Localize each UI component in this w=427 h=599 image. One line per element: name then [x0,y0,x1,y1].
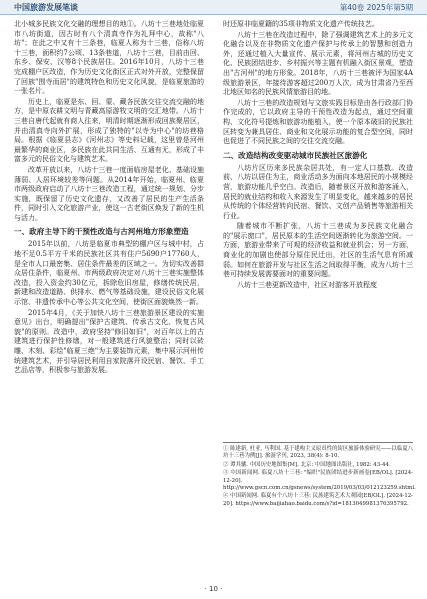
paragraph: 八坊十三巷更新改造中，社区对游客开放程度 [237,280,377,289]
paragraph: 随着城市不断扩张，八坊十三巷成为多民族文化融合的"展示窗口"，居民原本的生活空间逐渐转化为旅游空间。一方面，旅游业带来了可观的经济收益和就业机会；另一方面，商业化的加剧也使部分原住民迁出，社区的生活气息有所减弱。如何在旅游开发与社区生活之间取得平衡，成为八坊十三巷可持续发展需要面对的重要问题。 [223,222,413,279]
journal-name: 中国旅游发展笔谈 [14,3,78,12]
paragraph: 改革开放以来，八坊十三巷一度面临房屋老化、基础设施薄弱、人居环境较差等问题。从2014年开始，临夏州、临夏市两级政府启动了八坊十三巷改造工程，通过统一规划、分步实施，既保留了历史文化遗存，又改善了居民的生产生活条件，同时引入文化旅游产业，使这一古老街区焕发了新的生机与活力。 [14,165,204,222]
paragraph: 八坊十三巷在改造过程中，除了强调建筑艺术上的多元文化融合以及在非物质文化遗产保护与传承上的智慧和创造力外，还通过植入大量宣传、展示元素，将河州古城的历史文化、民族团结进步、乡村振兴等主题有机融入街区景观，塑造出"古河州"的地方形象。2018年，八坊十三巷被评为国家4A级旅游景区，年接待游客超过200万人次，成为甘肃省乃至西北地区知名的民族风情旅游目的地。 [223,30,413,97]
paragraph: 2015年4月，《关于加快八坊十三巷旅游景区建设的实施意见》出台，明确提出"保护古建筑、传承古文化、恢复古风貌"的原则。改造中，政府坚持"修旧如旧"，对百年以上的古建筑进行保护性修缮，对一般建筑进行风貌整治；同时以砖雕、木刻、彩绘"临夏三绝"为主要装饰元素，集中展示河州传统建筑艺术，并引导居民利用自家院落开设民宿、餐饮、手工艺品店等，积极参与旅游发展。 [14,308,204,375]
paragraph: 北小城多民族文化交融的理想目的地①。八坊十三巷地处临夏市八坊街道，因古时有八个清真寺作为礼拜中心，故称"八坊"；在此之中又有十三条巷，临夏人称为十三巷，俗称八坊十三巷，面积约7公顷、13条巷道，八坊十三巷，目前由回、东乡、保安、汉等8个民族居住。2016年10月，八坊十三巷完成棚户区改造，作为历史文化街区正式对外开放，完整保留了回族"围寺而居"的建筑特色和历史文化风貌，是临夏旅游的一张名片。 [14,20,204,96]
footnote: ④ 中国新闻网. 临夏有个八坊十三巷: 民族建筑艺术大观园[EB/OL]. [2024-12-20]. https://www.baijiahao.baidu.com/s?id=1813049981376395792. [223,493,413,507]
footnote: ① 陈建新, 杜亚, 马利国. 基于建构主义原真性的街区旅游体验研究——以临夏八坊十三巷为例[J]. 旅游学刊, 2023, 38(4): 8-10. [223,446,413,460]
page-number: · 10 · [204,585,223,593]
section-heading: 二、改造结构改变驱动城市民族社区旅游化 [223,150,368,160]
footnotes [223,442,416,509]
right-column [223,20,413,291]
page-header [0,0,427,15]
paragraph: 八坊片区历来多民族杂居共处，有一定人口基数。改造前，八坊以居住为主，商业活动多为面向本地居民的小规模经营，旅游功能几乎空白。改造后，随着景区开放和游客涌入，居民的就业结构和收入来源发生了明显变化，越来越多的居民从传统的个体经营转向民宿、餐饮、文创产品销售等旅游相关行业。 [223,163,413,220]
footnote: ③ 中国新闻网. 临夏八坊十三巷: "编织"民族团结进步新画卷[EB/OL]. [2024-12-20]. http://www.gscn.com.cn/gsnews/system/2019/03/03/012123259.shtml. [223,470,416,492]
section-heading: 一、政府主导下的干预性改造与古河州地方形象塑造 [14,227,189,237]
issue-info: 第40卷 2025年第5期 [339,3,413,12]
paragraph: 历史上，临夏是东、回、蒙、藏各民族交往交流交融的地方，是中原农耕文明与青藏高原游牧文明的交汇地带。八坊十三巷自唐代起就有商人往来，明清时期逐渐形成回族聚居区，并由清真寺向外扩展，形成了独特的"以寺为中心"的坊巷格局。根据《临夏县志》《河州志》等史料记载，这里曾是河州最繁华的商业区，多民族在此共同生活、互通有无，形成了丰富多元的民俗文化与建筑艺术。 [14,97,204,164]
paragraph: 时还原非临夏籍的35项非物质文化遗产传统技艺。 [223,20,379,28]
paragraph: 八坊十三巷的改造规划与文旅实践目标是由各行政部门协作完成的，它以政府主导的干预性改造为起点，通过空间重构、文化符号提炼和旅游功能植入，使一个原本破旧的民族社区转变为兼具居住、商业和文化展示功能的复合型空间，同时也促进了不同民族之间的交往交流交融。 [223,98,413,146]
footnote: ② 谭其骧. 中国历史地图集[M]. 北京: 中国地图出版社, 1982: 43-44. [223,461,391,468]
left-column [14,20,204,377]
paragraph: 2015年以前，八坊是临夏市典型的棚户区与城中村，占地不足0.5平方千米的民族社区共有住户5690户17760人，是全市人口最密集、居住条件最差的区域之一。为切实改善群众居住条件，临夏州、市两级政府决定对八坊十三巷实施整体改造，投入资金约30亿元，拆除危旧房屋，修缮传统民居，新建和改造道路、供排水、燃气等基础设施，建设民俗文化展示馆、非遗传承中心等公共文化空间，使街区面貌焕然一新。 [14,240,204,307]
